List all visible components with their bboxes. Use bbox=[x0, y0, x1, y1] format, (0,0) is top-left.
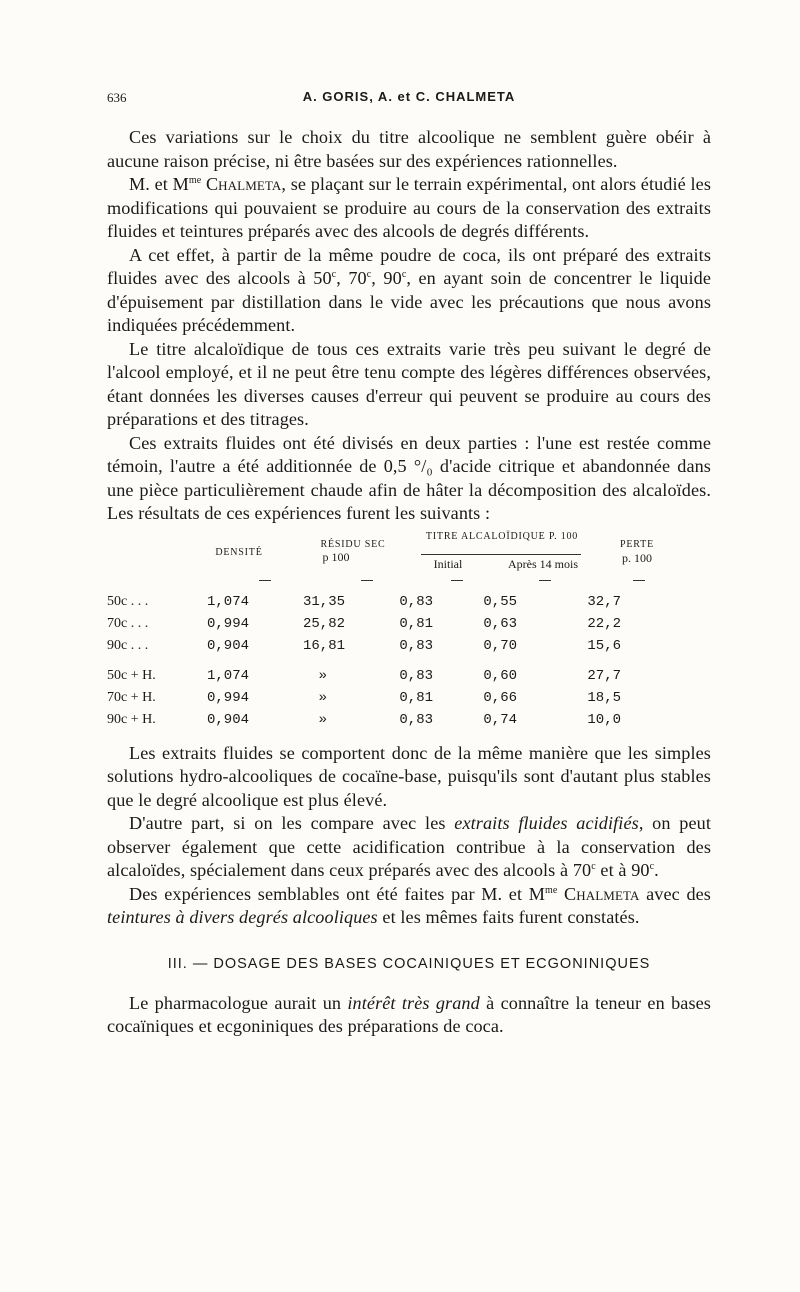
page-number: 636 bbox=[107, 90, 127, 105]
table-cell-apres: 0,55 bbox=[483, 593, 517, 610]
running-title: A. GORIS, A. et C. CHALMETA bbox=[302, 89, 516, 104]
paragraph-6: Les extraits fluides se comportent donc de la même manière que les simples solutions hydro-alcooliques de cocaïne-base, puisqu'ils sont d'autant plus stables que le degré alcoolique est plus élevé. bbox=[107, 742, 711, 810]
table-cell-residu: 31,35 bbox=[302, 593, 345, 610]
author-name: Chalmeta bbox=[564, 883, 640, 904]
table-cell-initial: 0,81 bbox=[399, 689, 433, 706]
header-apres: Après 14 mois bbox=[508, 556, 578, 571]
rule-dash bbox=[539, 580, 551, 581]
table-cell-initial: 0,83 bbox=[399, 593, 433, 610]
header-residu: RÉSIDU SEC bbox=[320, 538, 386, 550]
table-cell-perte: 15,6 bbox=[587, 637, 621, 654]
table-cell-apres: 0,60 bbox=[483, 667, 517, 684]
table-cell-residu: » bbox=[318, 667, 327, 684]
table-cell-label: 50c . . . bbox=[107, 593, 149, 609]
table-cell-apres: 0,74 bbox=[483, 711, 517, 728]
header-perte-unit: p. 100 bbox=[622, 550, 652, 565]
table-cell-densite: 0,904 bbox=[206, 637, 249, 654]
paragraph-9: Le pharmacologue aurait un intérêt très grand à connaître la teneur en bases cocaïniques et ecgoniniques des préparations de coca. bbox=[107, 992, 711, 1036]
table-cell-densite: 0,994 bbox=[206, 615, 249, 632]
table-cell-label: 90c . . . bbox=[107, 637, 149, 653]
table-cell-densite: 1,074 bbox=[206, 593, 249, 610]
rule-dash bbox=[259, 580, 271, 581]
table-cell-perte: 22,2 bbox=[587, 615, 621, 632]
table-cell-residu: » bbox=[318, 711, 327, 728]
table-cell-initial: 0,81 bbox=[399, 615, 433, 632]
paragraph-7: D'autre part, si on les compare avec les extraits fluides acidifiés, on peut observer également que cette acidification contribue à la conservation des alcaloïdes, spécialement dans ceux préparés avec des alcools à 70$^c$ et à 90$^c$. bbox=[107, 813, 711, 880]
rule-dash bbox=[633, 580, 645, 581]
header-perte: PERTE bbox=[620, 538, 654, 550]
paragraph-8: Des expériences semblables ont été faites par M. et $M^{me}$ Chalmeta avec des teintures à divers degrés alcooliques et les mêmes faits furent constatés. bbox=[107, 883, 711, 927]
paragraph-3: A cet effet, à partir de la même poudre de coca, ils ont préparé des extraits fluides avec des alcools à 50$^c$, 70$^c$, 90$^c$, en ayant soin de concentrer le liquide d'épuisement par distillation dans le vide avec les précautions que nous avons indiquées précédemment. bbox=[107, 244, 712, 335]
section-heading: III. — DOSAGE DES BASES COCAINIQUES ET ECGONINIQUES bbox=[167, 955, 651, 972]
table-cell-densite: 0,994 bbox=[206, 689, 249, 706]
author-name: Chalmeta bbox=[205, 174, 282, 194]
table-cell-label: 90c + H. bbox=[107, 711, 156, 727]
rule-dash bbox=[451, 580, 463, 581]
table-cell-label: 50c + H. bbox=[107, 667, 156, 683]
table-cell-initial: 0,83 bbox=[399, 667, 433, 684]
table-cell-perte: 10,0 bbox=[587, 711, 621, 728]
page bbox=[107, 88, 711, 1039]
header-densite: DENSITÉ bbox=[215, 546, 263, 558]
header-residu-unit: p 100 bbox=[322, 549, 350, 564]
table-cell-residu: » bbox=[318, 689, 327, 706]
table-cell-apres: 0,63 bbox=[483, 615, 517, 632]
table-cell-initial: 0,83 bbox=[399, 711, 433, 728]
paragraph-2: M. et $M^{me}$ Chalmeta, se plaçant sur le terrain expérimental, ont alors étudié les modifications qui pouvaient se produire au cours de la conservation des extraits fluides et teintures préparés avec des alcools de degrés différents. bbox=[107, 174, 712, 241]
paragraph-4: Le titre alcaloïdique de tous ces extraits varie très peu suivant le degré de l'alcool employé, et il ne peut être tenu compte des légères différences observées, étant données les diverses causes d'erreur qui peuvent se produire au cours des préparations et des titrages. bbox=[107, 338, 711, 429]
rule-dash bbox=[361, 580, 373, 581]
table-cell-label: 70c . . . bbox=[107, 615, 149, 631]
table-cell-perte: 27,7 bbox=[587, 667, 621, 684]
table-cell-initial: 0,83 bbox=[399, 637, 433, 654]
table-cell-perte: 32,7 bbox=[587, 593, 621, 610]
table-cell-apres: 0,70 bbox=[483, 637, 517, 654]
table-cell-densite: 0,904 bbox=[206, 711, 249, 728]
table-cell-apres: 0,66 bbox=[483, 689, 517, 706]
table-cell-residu: 25,82 bbox=[302, 615, 345, 632]
header-initial: Initial bbox=[433, 556, 463, 571]
table-cell-densite: 1,074 bbox=[206, 667, 249, 684]
table-cell-perte: 18,5 bbox=[587, 689, 621, 706]
running-header bbox=[107, 88, 711, 112]
results-table bbox=[107, 528, 711, 742]
table-cell-residu: 16,81 bbox=[302, 637, 345, 654]
paragraph-5: Ces extraits fluides ont été divisés en deux parties : l'une est restée comme témoin, l'autre a été additionnée de 0,5 °/₀ d'acide citrique et abandonnée dans une pièce particulièrement chaude afin de hâter la décomposition des alcaloïdes. Les résultats de ces expériences furent les suivants : bbox=[107, 432, 711, 523]
header-titre: TITRE ALCALOÏDIQUE P. 100 bbox=[425, 530, 579, 542]
table-cell-label: 70c + H. bbox=[107, 689, 156, 705]
paragraph-1: Ces variations sur le choix du titre alcoolique ne semblent guère obéir à aucune raison précise, ni être basées sur des expériences rationnelles. bbox=[107, 127, 711, 171]
